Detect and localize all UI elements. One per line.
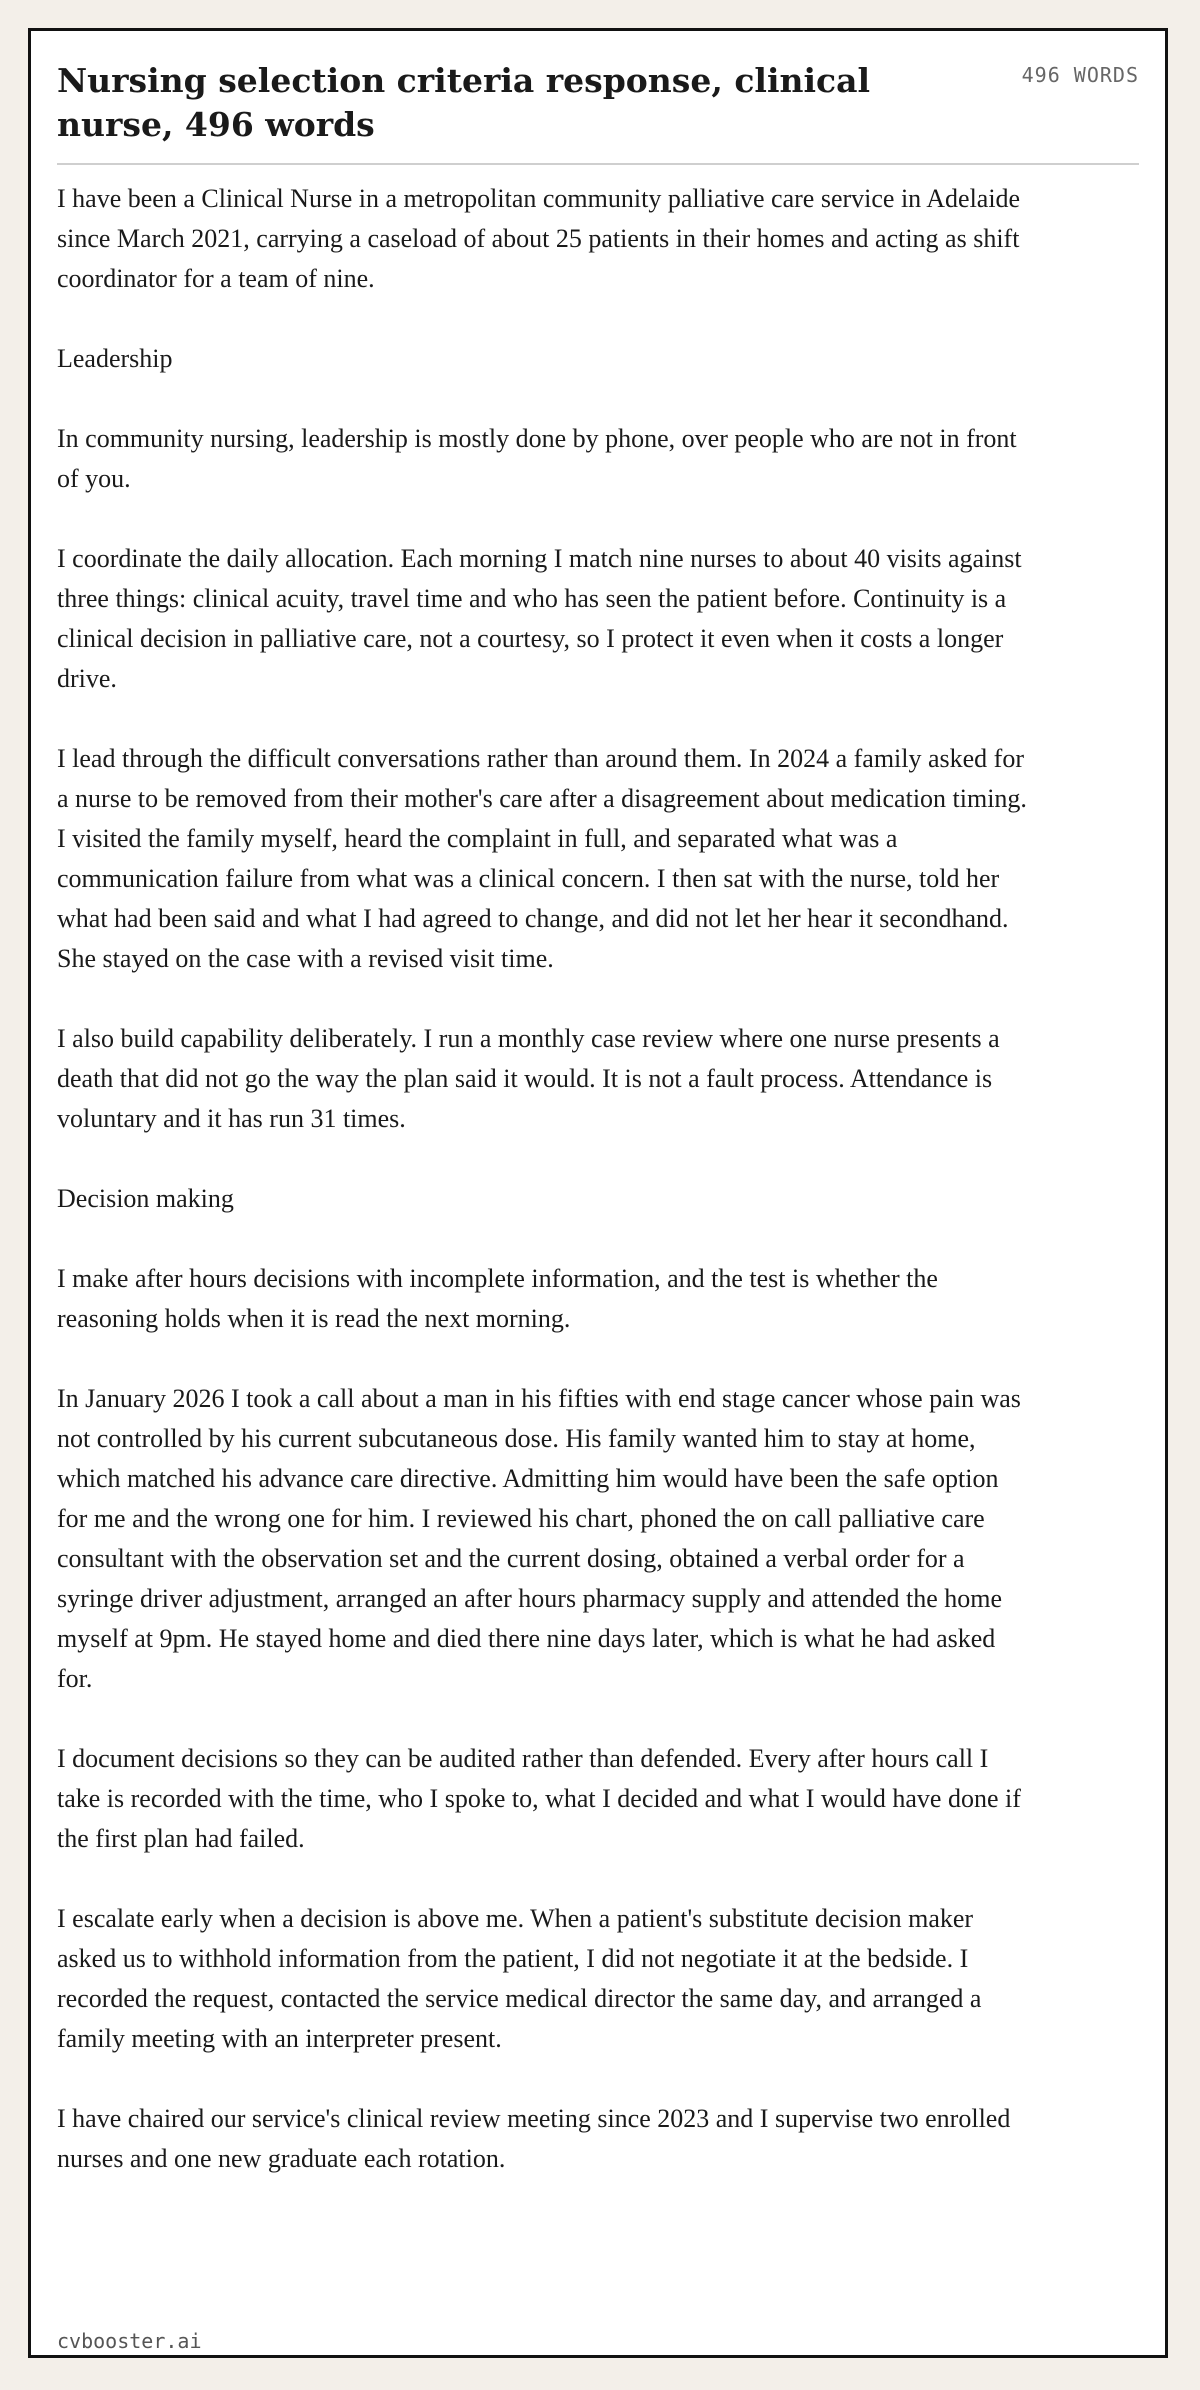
document-body [57, 179, 1027, 2219]
closing-paragraph: I have chaired our service's clinical review meeting since 2023 and I supervise two enrolled nurses and one new graduate each rotation. [57, 2104, 1011, 2173]
body-paragraph: I escalate early when a decision is above me. When a patient's substitute decision maker asked us to withhold information from the patient, I did not negotiate it at the bedside. I recorded the request, contacted the service medical director the same day, and arranged a family meeting with an interpreter present. [57, 1904, 982, 2053]
section-heading-decision-making: Decision making [57, 1184, 234, 1213]
body-paragraph: I also build capability deliberately. I run a monthly case review where one nurse presents a death that did not go the way the plan said it would. It is not a fault process. Attendance is voluntary and it has run 31 times. [57, 1024, 1000, 1133]
body-paragraph: I lead through the difficult conversations rather than around them. In 2024 a family asked for a nurse to be removed from their mother's care after a disagreement about medication timing. I visited the family myself, heard the complaint in full, and separated what was a communication failure from what was a clinical concern. I then sat with the nurse, told her what had been said and what I had agreed to change, and did not let her hear it secondhand. She stayed on the case with a revised visit time. [57, 744, 1027, 973]
body-paragraph: I make after hours decisions with incomplete information, and the test is whether the reasoning holds when it is read the next morning. [57, 1264, 938, 1333]
body-paragraph: I coordinate the daily allocation. Each morning I match nine nurses to about 40 visits against three things: clinical acuity, travel time and who has seen the patient before. Continuity is a clinical decision in palliative care, not a courtesy, so I protect it even when it costs a longer drive. [57, 544, 1022, 693]
body-paragraph: I document decisions so they can be audited rather than defended. Every after hours call I take is recorded with the time, who I spoke to, what I decided and what I would have done if the first plan had failed. [57, 1744, 1021, 1853]
word-count-badge: 496 WORDS [1021, 63, 1139, 87]
intro-paragraph: I have been a Clinical Nurse in a metropolitan community palliative care service in Adelaide since March 2021, carrying a caseload of about 25 patients in their homes and acting as shift coordinator for a team of nine. [57, 184, 1021, 293]
footer-brand: cvbooster.ai [57, 2329, 202, 2353]
body-paragraph: In community nursing, leadership is mostly done by phone, over people who are not in front of you. [57, 424, 1017, 493]
section-heading-leadership: Leadership [57, 344, 173, 373]
document-card [28, 28, 1168, 2358]
body-paragraph: In January 2026 I took a call about a man in his fifties with end stage cancer whose pain was not controlled by his current subcutaneous dose. His family wanted him to stay at home, which matched his advance care directive. Admitting him would have been the safe option for me and the wrong one for him. I reviewed his chart, phoned the on call palliative care consultant with the observation set and the current dosing, obtained a verbal order for a syringe driver adjustment, arranged an after hours pharmacy supply and attended the home myself at 9pm. He stayed home and died there nine days later, which is what he had asked for. [57, 1384, 1021, 1693]
document-title: Nursing selection criteria response, clinical nurse, 496 words [57, 61, 871, 144]
document-header [57, 53, 1139, 165]
